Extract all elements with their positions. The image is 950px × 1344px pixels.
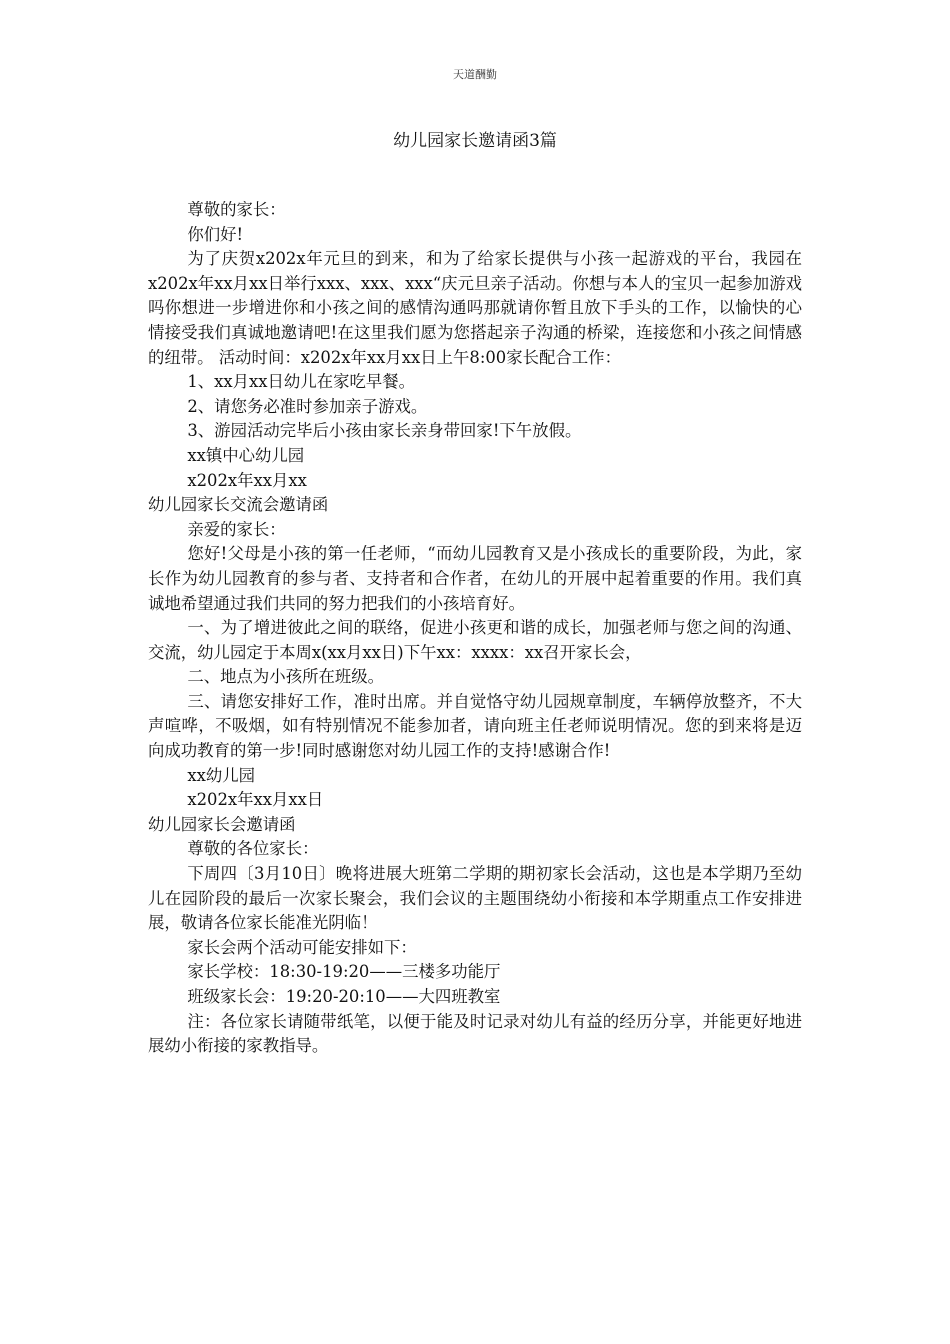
letter2-body: 您好!父母是小孩的第一任老师，“而幼儿园教育又是小孩成长的重要阶段，为此，家长作为幼儿园教育的参与者、支持者和合作者，在幼儿的开展中起着重要的作用。我们真诚地希望通过我们共同的努力把我们的小孩培育好。 (148, 544, 802, 613)
letter3-body: 下周四〔3月10日〕晚将进展大班第二学期的期初家长会活动，这也是本学期乃至幼儿在园阶段的最后一次家长聚会，我们会议的主题围绕幼小衔接和本学期重点工作安排进展，敬请各位家长能准光阴临！ (148, 864, 802, 933)
letter2-sender: xx幼儿园 (187, 765, 256, 785)
letter1-item: 1、xx月xx日幼儿在家吃早餐。 (187, 372, 416, 392)
letter3-title: 幼儿园家长会邀请函 (148, 814, 296, 834)
letter2-title: 幼儿园家长交流会邀请函 (148, 495, 329, 515)
letter3-schedule-intro: 家长会两个活动可能安排如下： (187, 937, 417, 957)
letter2-point2: 二、地点为小孩所在班级。 (187, 667, 385, 687)
document-body (148, 198, 802, 1059)
letter1-sender: xx镇中心幼儿园 (187, 445, 305, 465)
letter3-greeting: 尊敬的各位家长： (187, 839, 319, 859)
letter3-schedule-item: 班级家长会：19:20-20:10——大四班教室 (187, 987, 501, 1006)
letter1-body: 为了庆贺x202x年元旦的到来，和为了给家长提供与小孩一起游戏的平台，我园在x202x年xx月xx日举行xxx、xxx、xxx“庆元旦亲子活动。你想与本人的宝贝一起参加游戏吗你想进一步增进你和小孩之间的感情沟通吗那就请你暂且放下手头的工作，以愉快的心情接受我们真诚地邀请吧!在这里我们愿为您搭起亲子沟通的桥梁，连接您和小孩之间情感的纽带。 活动时间：x202x年xx月xx日上午8:00家长配合工作： (148, 249, 802, 367)
letter2-date: x202x年xx月xx日 (187, 790, 324, 810)
letter2-point3: 三、请您安排好工作，准时出席。并自觉恪守幼儿园规章制度，车辆停放整齐，不大声喧哗，不吸烟，如有特别情况不能参加者，请向班主任老师说明情况。您的到来将是迈向成功教育的第一步!同时感谢您对幼儿园工作的支持!感谢合作! (148, 691, 802, 761)
letter2-greeting: 亲爱的家长： (187, 519, 286, 539)
letter1-item: 3、游园活动完毕后小孩由家长亲身带回家!下午放假。 (187, 421, 582, 441)
document-title: 幼儿园家长邀请函3篇 (393, 131, 557, 151)
letter1-greeting: 尊敬的家长： (187, 200, 286, 219)
letter2-point1: 一、为了增进彼此之间的联络，促进小孩更和谐的成长，加强老师与您之间的沟通、交流，幼儿园定于本周x(xx月xx日)下午xx：xxxx：xx召开家长会， (148, 618, 802, 662)
letter1-date: x202x年xx月xx (187, 470, 307, 490)
letter1-item: 2、请您务必准时参加亲子游戏。 (187, 396, 428, 416)
letter3-schedule-item: 家长学校：18:30-19:20——三楼多功能厅 (187, 962, 501, 982)
letter3-note: 注：各位家长请随带纸笔，以便于能及时记录对幼儿有益的经历分享，并能更好地进展幼小衔接的家教指导。 (148, 1011, 802, 1056)
page-header: 天道酬勤 (453, 68, 497, 81)
letter1-hello: 你们好! (187, 224, 244, 244)
